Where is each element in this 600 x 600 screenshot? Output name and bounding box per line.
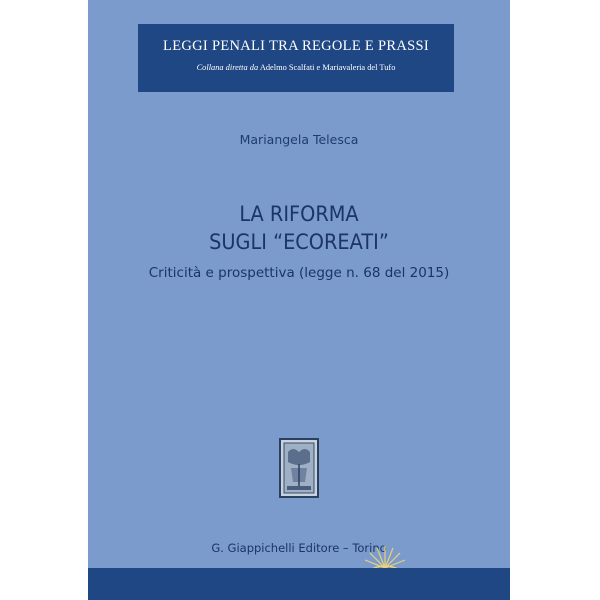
publisher-emblem-icon bbox=[279, 438, 319, 498]
series-editors-names: Adelmo Scalfati e Mariavaleria del Tufo bbox=[259, 63, 396, 72]
book-subtitle: Criticità e prospettiva (legge n. 68 del 2015) bbox=[148, 265, 450, 281]
book-title-line-1: LA RIFORMA bbox=[239, 202, 359, 226]
book-cover bbox=[88, 0, 510, 600]
book-title-line-2: SUGLI “ECOREATI” bbox=[209, 230, 389, 254]
book-title bbox=[88, 200, 510, 256]
series-editors bbox=[138, 63, 454, 72]
series-title: LEGGI PENALI TRA REGOLE E PRASSI bbox=[163, 38, 429, 54]
author-name: Mariangela Telesca bbox=[239, 132, 359, 147]
bottom-band bbox=[88, 568, 510, 600]
series-banner bbox=[138, 24, 454, 92]
series-editors-lead: Collana diretta da bbox=[196, 63, 259, 72]
publisher-name: G. Giappichelli Editore – Torino bbox=[211, 541, 387, 555]
